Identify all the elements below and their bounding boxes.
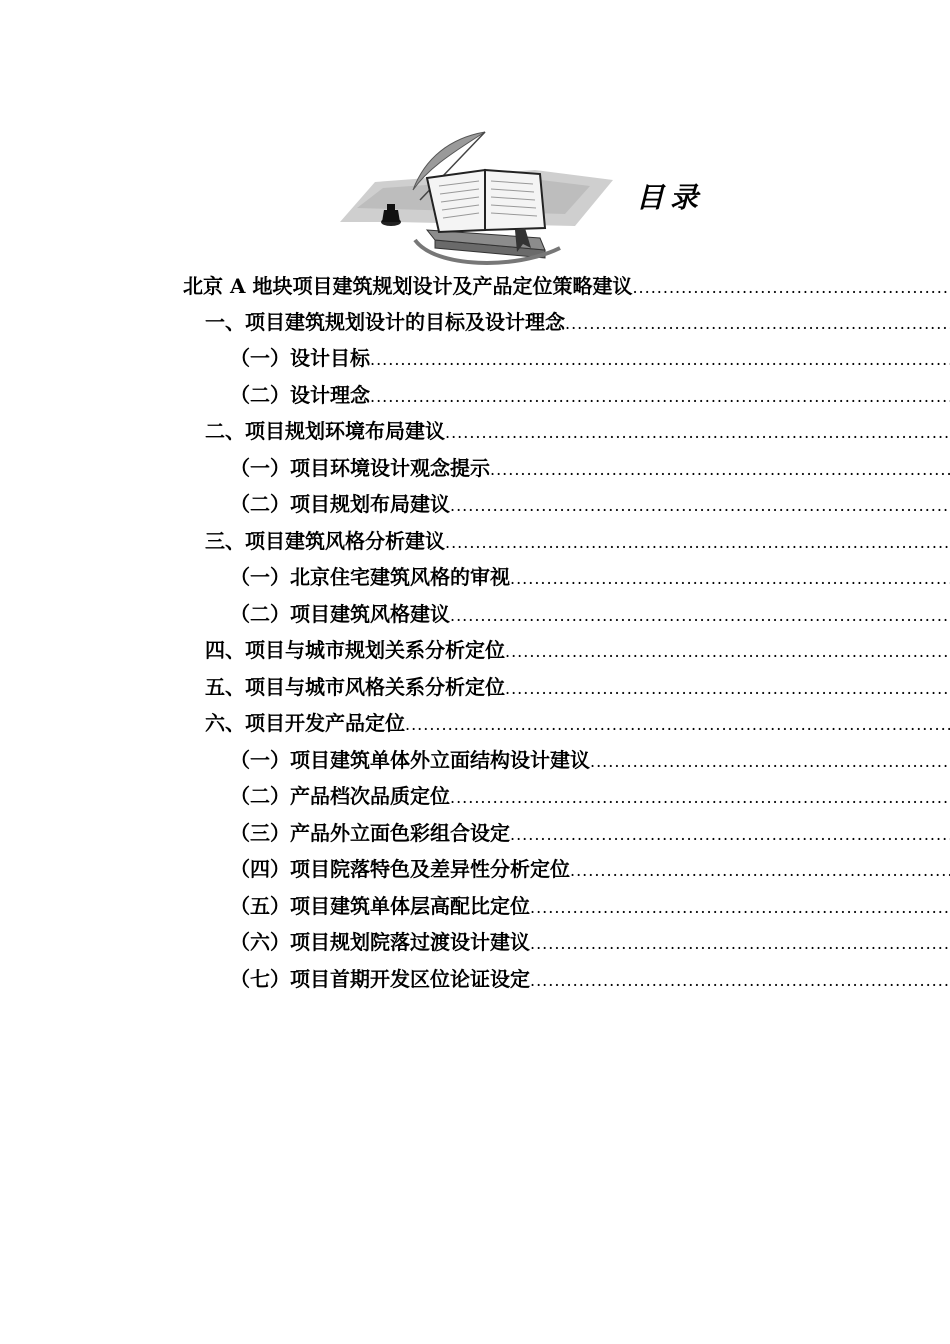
toc-entry-text: 四、项目与城市规划关系分析定位 xyxy=(205,638,505,662)
toc-leader-dots xyxy=(510,820,950,848)
toc-title: 目录 xyxy=(636,181,705,214)
toc-entry-text: （三）产品外立面色彩组合设定 xyxy=(230,821,510,845)
toc-entry-text: 六、项目开发产品定位 xyxy=(205,711,405,735)
toc-entry-text: （一）项目环境设计观念提示 xyxy=(230,456,490,480)
toc-entry[interactable] xyxy=(230,818,950,848)
toc-entry-text: （二）产品档次品质定位 xyxy=(230,784,450,808)
toc-leader-dots xyxy=(530,929,950,957)
toc-entry-text: （二）设计理念 xyxy=(230,383,370,407)
toc-leader-dots xyxy=(510,564,950,592)
toc-entry-text: （七）项目首期开发区位论证设定 xyxy=(230,967,530,991)
toc-leader-dots xyxy=(590,747,950,775)
toc-entry-text: （一）设计目标 xyxy=(230,346,370,370)
toc-leader-dots xyxy=(370,382,950,410)
toc-entry-text: （二）项目建筑风格建议 xyxy=(230,602,450,626)
toc-entry-text: （一）北京住宅建筑风格的审视 xyxy=(230,565,510,589)
toc-entry[interactable] xyxy=(230,599,950,629)
toc-leader-dots xyxy=(530,966,950,994)
toc-leader-dots xyxy=(450,783,950,811)
toc-entry[interactable] xyxy=(205,635,950,665)
toc-entry[interactable] xyxy=(230,453,950,483)
book-quill-clipart xyxy=(335,130,620,270)
toc-entry[interactable] xyxy=(230,781,950,811)
toc-entry[interactable] xyxy=(230,380,950,410)
toc-entry[interactable] xyxy=(230,927,950,957)
toc-entry-text: （五）项目建筑单体层高配比定位 xyxy=(230,894,530,918)
toc-entry-text: （四）项目院落特色及差异性分析定位 xyxy=(230,857,570,881)
toc-entry[interactable] xyxy=(230,964,950,994)
toc-entry-text: 北京 A 地块项目建筑规划设计及产品定位策略建议 xyxy=(183,274,633,298)
toc-leader-dots xyxy=(505,637,950,665)
toc-leader-dots xyxy=(505,674,950,702)
toc-entry[interactable] xyxy=(230,854,950,884)
toc-entry[interactable] xyxy=(183,271,950,301)
toc-leader-dots xyxy=(565,309,950,337)
toc-entry[interactable] xyxy=(230,891,950,921)
toc-entry-text: 一、项目建筑规划设计的目标及设计理念 xyxy=(205,310,565,334)
toc-leader-dots xyxy=(450,601,950,629)
toc-leader-dots xyxy=(405,710,950,738)
toc-entry[interactable] xyxy=(205,708,950,738)
toc-entry[interactable] xyxy=(205,526,950,556)
toc-entry-text: （六）项目规划院落过渡设计建议 xyxy=(230,930,530,954)
toc-leader-dots xyxy=(570,856,950,884)
toc-entry[interactable] xyxy=(230,562,950,592)
toc-leader-dots xyxy=(445,528,950,556)
toc-entry-text: 三、项目建筑风格分析建议 xyxy=(205,529,445,553)
toc-entry-text: （二）项目规划布局建议 xyxy=(230,492,450,516)
toc-entry[interactable] xyxy=(230,489,950,519)
toc-leader-dots xyxy=(370,345,950,373)
toc-entry[interactable] xyxy=(205,672,950,702)
toc-entry[interactable] xyxy=(230,745,950,775)
toc-entry[interactable] xyxy=(205,416,950,446)
toc-entry-text: 五、项目与城市风格关系分析定位 xyxy=(205,675,505,699)
toc-leader-dots xyxy=(530,893,950,921)
toc-entry-text: 二、项目规划环境布局建议 xyxy=(205,419,445,443)
toc-leader-dots xyxy=(445,418,950,446)
toc-leader-dots xyxy=(632,273,950,301)
toc-leader-dots xyxy=(490,455,950,483)
toc-leader-dots xyxy=(450,491,950,519)
toc-entry[interactable] xyxy=(230,343,950,373)
toc-entry-text: （一）项目建筑单体外立面结构设计建议 xyxy=(230,748,590,772)
toc-entry[interactable] xyxy=(205,307,950,337)
